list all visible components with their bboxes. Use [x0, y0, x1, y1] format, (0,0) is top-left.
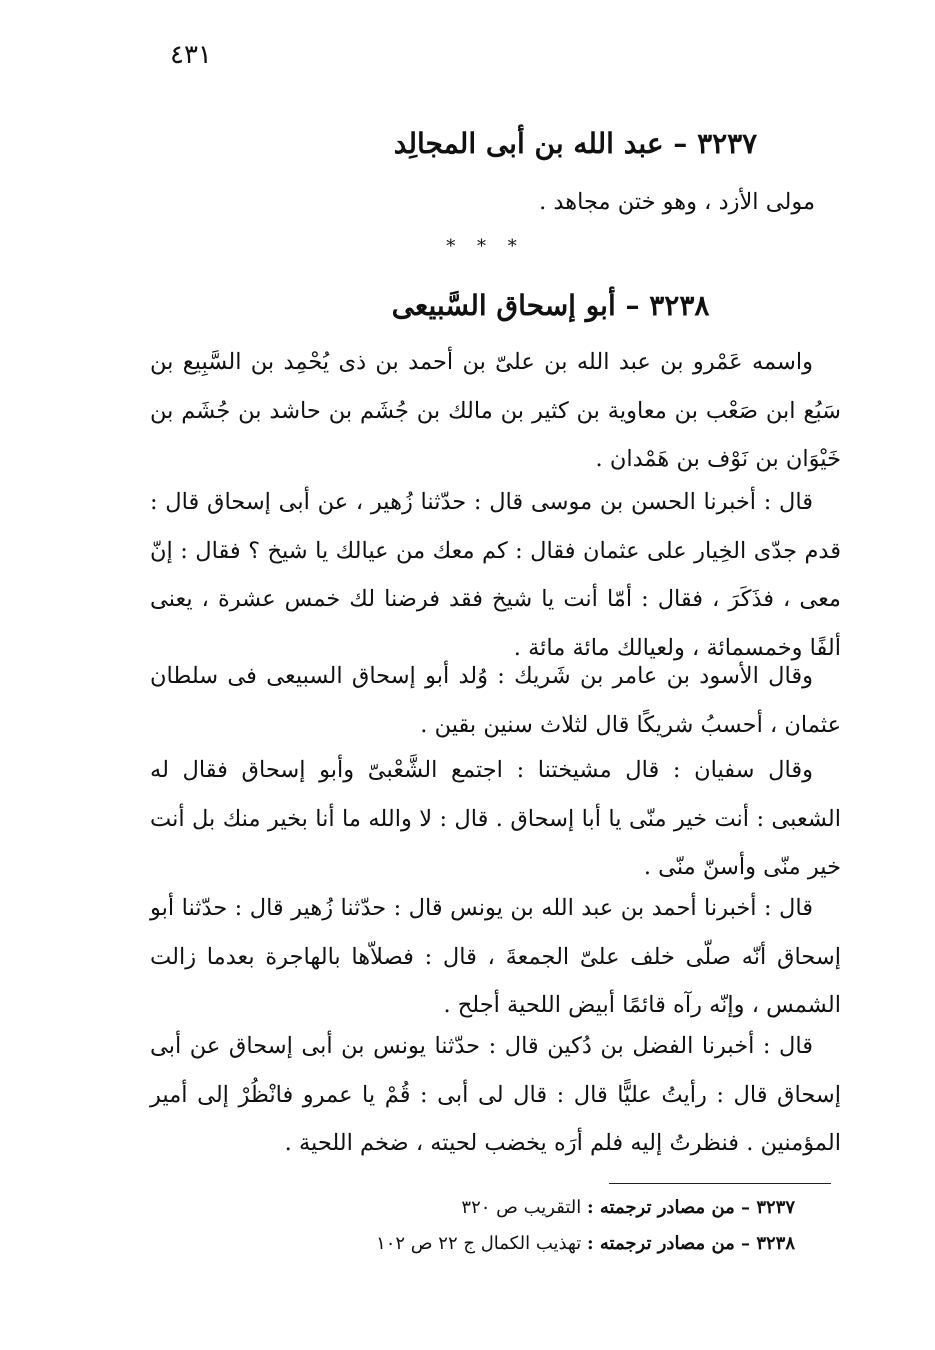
footnote [300, 1226, 795, 1262]
page-number: ٤٣١ [170, 40, 212, 70]
entry-title: ٣٢٣٨ – أبو إسحاق السَّبيعى [391, 289, 710, 322]
paragraph: قال : أخبرنا الحسن بن موسى قال : حدّثنا زُهير ، عن أبى إسحاق قال : قدم جدّى الخِيار على عثمان فقال : كم معك من عيالك يا شيخ ؟ فقال : إنّ معى ، فذَكَرَ ، فقال : أمّا أنت يا شيخ فقد فرضنا لك خمس عشرة ، يعنى ألفًا وخمسمائة ، ولعيالك مائة مائة . [150, 489, 841, 661]
entry-title: ٣٢٣٧ – عبد الله بن أبى المجالِد [393, 127, 758, 160]
footnote-head: ٣٢٣٧ – من مصادر ترجمته : [587, 1197, 795, 1218]
footnote [300, 1190, 795, 1226]
section-separator: * * * [446, 236, 525, 257]
paragraph: واسمه عَمْرو بن عبد الله بن علىّ بن أحمد بن ذى يُحْمِد بن السَّبِيع بن سَبُع ابن صَعْب بن معاوية بن كثير بن مالك بن جُشَم بن حاشد بن جُشَم بن خَيْوَان بن نَوْف بن هَمْدان . [150, 349, 841, 472]
paragraph: قال : أخبرنا الفضل بن دُكين قال : حدّثنا يونس بن أبى إسحاق عن أبى إسحاق قال : رأيتُ عليًّا قال : قال لى أبى : قُمْ يا عمرو فانْظُرْ إلى أمير المؤمنين . فنظرتُ إليه فلم أرَه يخضب لحيته ، ضخم اللحية . [150, 1033, 841, 1156]
footnote-divider [609, 1183, 831, 1184]
paragraph: وقال الأسود بن عامر بن شَريك : وُلد أبو إسحاق السبيعى فى سلطان عثمان ، أحسبُ شريكًا قال لثلاث سنين بقين . [150, 663, 841, 738]
footnote-text: التقريب ص ٣٢٠ [461, 1197, 582, 1218]
footnote-text: تهذيب الكمال ج ٢٢ ص ١٠٢ [376, 1233, 582, 1254]
footnotes [300, 1190, 795, 1262]
paragraph: وقال سفيان : قال مشيختنا : اجتمع الشَّعْبىّ وأبو إسحاق فقال له الشعبى : أنت خير منّى يا أبا إسحاق . قال : لا والله ما أنا بخير منك بل أنت خير منّى وأسنّ منّى . [150, 757, 841, 880]
footnote-head: ٣٢٣٨ – من مصادر ترجمته : [587, 1233, 795, 1254]
entry-intro: مولى الأزد ، وهو ختن مجاهد . [539, 189, 815, 215]
paragraph: قال : أخبرنا أحمد بن عبد الله بن يونس قال : حدّثنا زُهير قال : حدّثنا أبو إسحاق أنّه صلّى خلف علىّ الجمعةَ ، قال : فصلاّها بالهاجرة بعدما زالت الشمس ، وإنّه رآه قائمًا أبيض اللحية أجلح . [150, 895, 841, 1018]
